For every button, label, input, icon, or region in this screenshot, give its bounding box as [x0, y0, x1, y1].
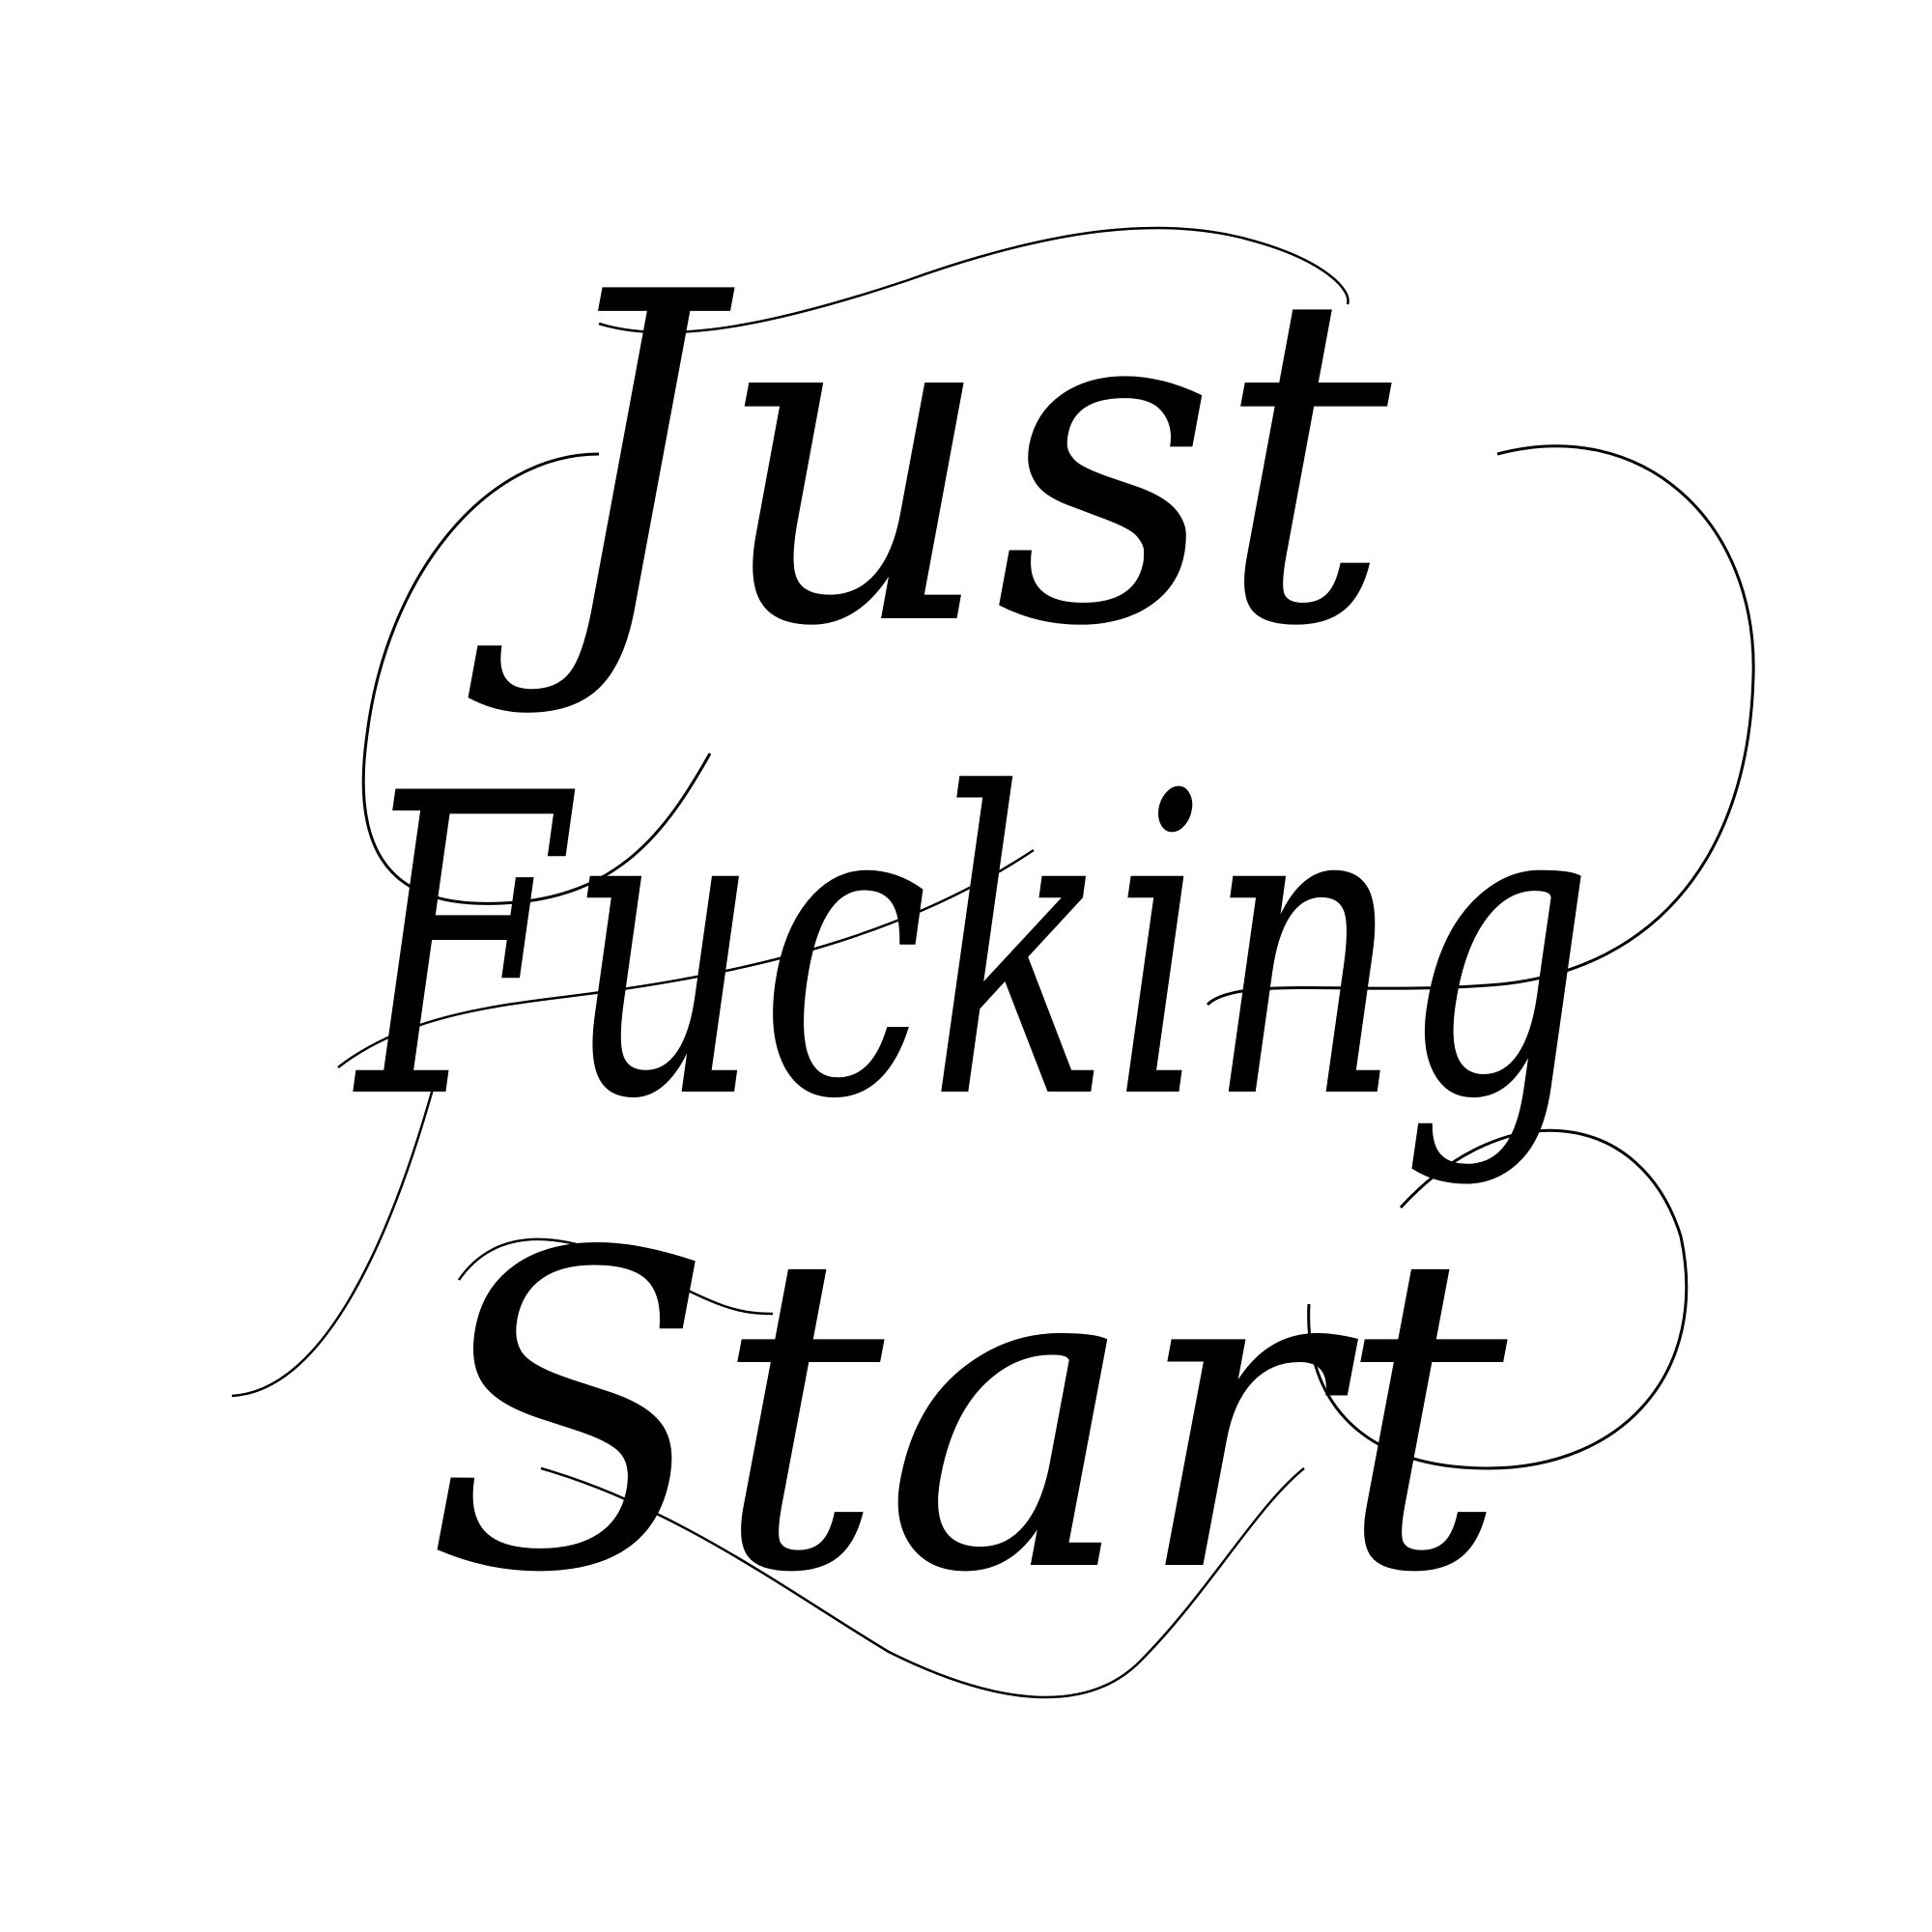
lettering-line-fucking: Fucking [353, 707, 1594, 1190]
lettering-line-just: Just [466, 197, 1393, 725]
lettering [353, 197, 1594, 1668]
lettering-line-start: Start [425, 1162, 1509, 1668]
